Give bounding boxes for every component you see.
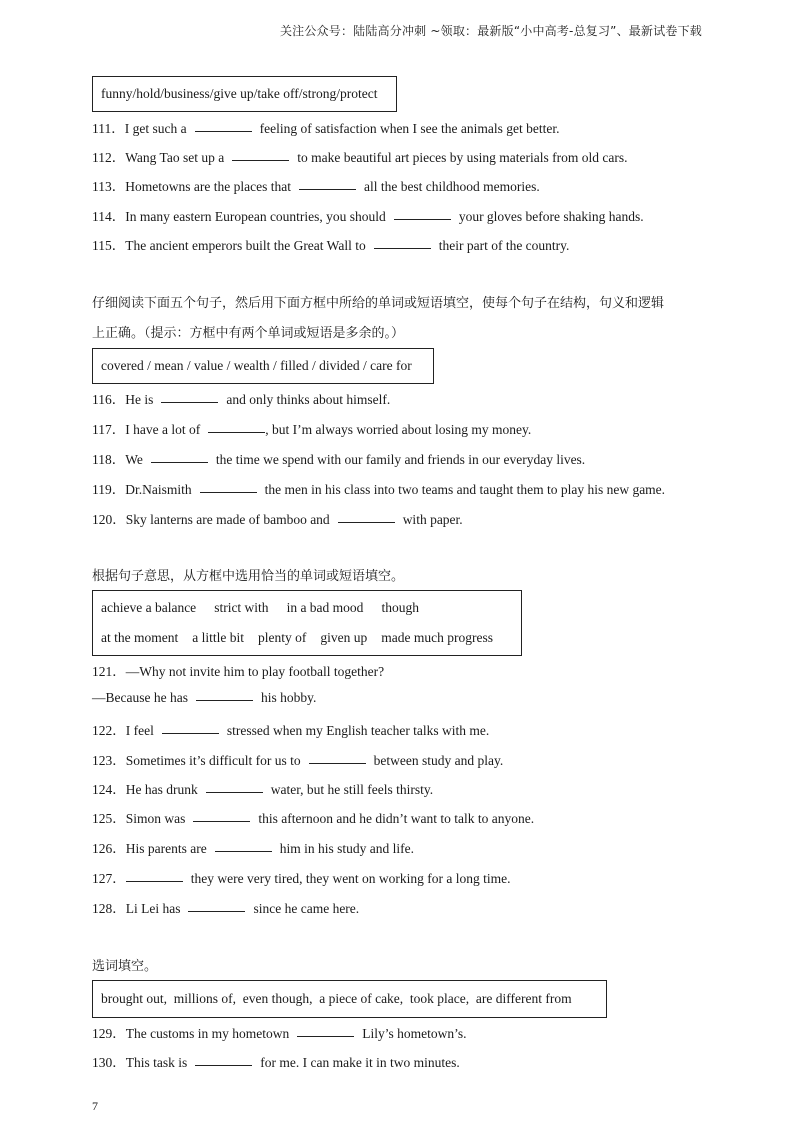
word-box	[92, 590, 522, 656]
question-114: 114．In many eastern European countries, you should your gloves before shaking hands.	[92, 209, 644, 224]
word-option: a little bit	[192, 630, 244, 645]
word-box-text: funny/hold/business/give up/take off/strong/protect	[101, 86, 378, 101]
word-box-text: brought out, millions of, even though, a piece of cake, took place, are different from	[101, 991, 572, 1006]
question-128: 128．Li Lei has since he came here.	[92, 901, 360, 916]
question-117: 117．I have a lot of , but I’m always worried about losing my money.	[92, 422, 532, 437]
answer-blank[interactable]	[206, 791, 263, 793]
word-option: strict with	[214, 600, 269, 615]
answer-blank[interactable]	[309, 762, 366, 764]
answer-blank[interactable]	[200, 491, 257, 493]
answer-blank[interactable]	[297, 1035, 354, 1037]
question-116: 116．He is and only thinks about himself.	[92, 392, 391, 407]
question-112: 112．Wang Tao set up a to make beautiful art pieces by using materials from old cars.	[92, 150, 628, 165]
instruction-line: 仔细阅读下面五个句子，然后用下面方框中所给的单词或短语填空，使每个句子在结构，句义和逻辑	[92, 296, 665, 311]
word-option: plenty of	[257, 630, 307, 645]
word-option: though	[381, 600, 419, 615]
answer-blank[interactable]	[151, 461, 208, 463]
answer-blank[interactable]	[188, 910, 245, 912]
answer-blank[interactable]	[338, 521, 395, 523]
word-option: achieve a balance	[101, 600, 197, 615]
word-option: made much progress	[381, 630, 493, 645]
answer-blank[interactable]	[374, 247, 431, 249]
answer-blank[interactable]	[394, 218, 451, 220]
page-number: 7	[92, 1099, 98, 1113]
answer-blank[interactable]	[232, 159, 289, 161]
answer-blank[interactable]	[196, 699, 253, 701]
word-box-text: covered / mean / value / wealth / filled / divided / care for	[101, 358, 412, 373]
word-box	[92, 348, 434, 384]
word-option: given up	[320, 630, 368, 645]
question-124: 124．He has drunk water, but he still feels thirsty.	[92, 782, 434, 797]
word-box-row	[101, 630, 513, 646]
question-123: 123．Sometimes it’s difficult for us to between study and play.	[92, 753, 504, 768]
question-125: 125．Simon was this afternoon and he didn’t want to talk to anyone.	[92, 811, 535, 826]
question-121-prompt: 121．—Why not invite him to play football together?	[92, 664, 385, 679]
question-119: 119．Dr.Naismith the men in his class into two teams and taught them to play his new game.	[92, 482, 666, 497]
instruction-line: 根据句子意思，从方框中选用恰当的单词或短语填空。	[92, 569, 405, 584]
answer-blank[interactable]	[162, 732, 219, 734]
question-130: 130．This task is for me. I can make it in two minutes.	[92, 1055, 460, 1070]
instruction-line: 选词填空。	[92, 959, 158, 974]
word-option: at the moment	[101, 630, 179, 645]
word-box-row	[101, 600, 513, 616]
question-129: 129．The customs in my hometown Lily’s hometown’s.	[92, 1026, 467, 1041]
question-120: 120．Sky lanterns are made of bamboo and with paper.	[92, 512, 463, 527]
question-115: 115．The ancient emperors built the Great Wall to their part of the country.	[92, 238, 570, 253]
answer-blank[interactable]	[299, 188, 356, 190]
question-127: 127． they were very tired, they went on working for a long time.	[92, 871, 511, 886]
question-122: 122．I feel stressed when my English teacher talks with me.	[92, 723, 490, 738]
answer-blank[interactable]	[215, 850, 272, 852]
question-126: 126．His parents are him in his study and life.	[92, 841, 414, 856]
answer-blank[interactable]	[161, 401, 218, 403]
instruction-line: 上正确。（提示：方框中有两个单词或短语是多余的。）	[92, 326, 405, 341]
answer-blank[interactable]	[193, 820, 250, 822]
question-121-answer: —Because he has his hobby.	[92, 690, 317, 705]
word-box	[92, 76, 397, 112]
question-118: 118．We the time we spend with our family and friends in our everyday lives.	[92, 452, 586, 467]
answer-blank[interactable]	[126, 880, 183, 882]
word-option: in a bad mood	[286, 600, 364, 615]
page-header: 关注公众号：陆陆高分冲刺 ~领取：最新版“小中高考-总复习”、最新试卷下载	[279, 24, 702, 38]
answer-blank[interactable]	[195, 1064, 252, 1066]
answer-blank[interactable]	[208, 431, 265, 433]
question-113: 113．Hometowns are the places that all the best childhood memories.	[92, 179, 540, 194]
answer-blank[interactable]	[195, 130, 252, 132]
word-box	[92, 980, 607, 1018]
question-111: 111．I get such a feeling of satisfaction when I see the animals get better.	[92, 121, 560, 136]
